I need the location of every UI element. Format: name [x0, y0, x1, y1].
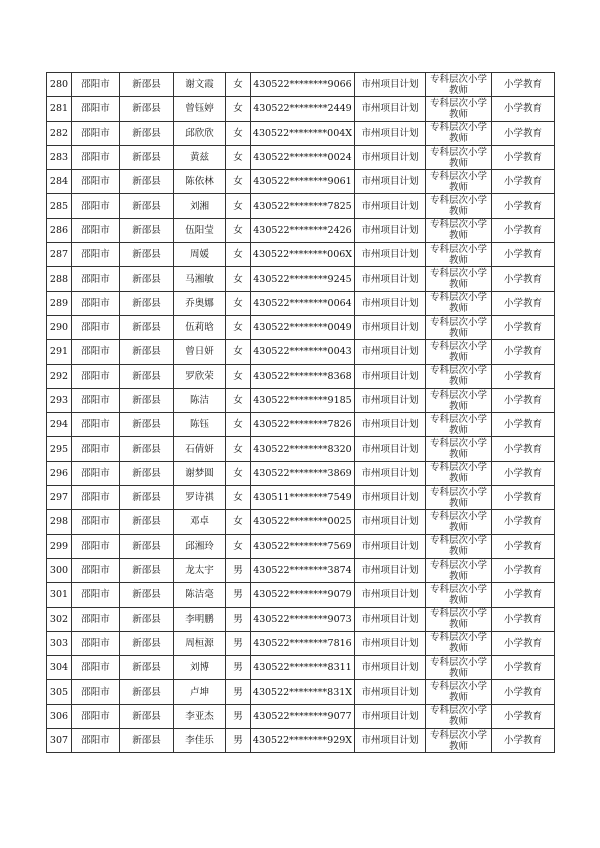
cell-plan: 市州项目计划: [355, 340, 426, 364]
cell-subject: 小学教育: [492, 145, 555, 169]
cell-level: 专科层次小学教师: [426, 558, 492, 582]
cell-subject: 小学教育: [492, 534, 555, 558]
table-row: [47, 97, 555, 121]
cell-id-number: 430522********831X: [251, 680, 355, 704]
cell-id-number: 430522********3869: [251, 461, 355, 485]
cell-level: 专科层次小学教师: [426, 97, 492, 121]
cell-plan: 市州项目计划: [355, 121, 426, 145]
table-row: [47, 680, 555, 704]
cell-id-number: 430522********9245: [251, 267, 355, 291]
cell-plan: 市州项目计划: [355, 388, 426, 412]
cell-id-number: 430522********2426: [251, 218, 355, 242]
cell-subject: 小学教育: [492, 267, 555, 291]
cell-level: 专科层次小学教师: [426, 145, 492, 169]
cell-id-number: 430522********929X: [251, 729, 355, 753]
cell-county: 新邵县: [120, 315, 174, 339]
cell-plan: 市州项目计划: [355, 267, 426, 291]
cell-level: 专科层次小学教师: [426, 194, 492, 218]
cell-serial-number: 289: [47, 291, 72, 315]
cell-serial-number: 281: [47, 97, 72, 121]
cell-subject: 小学教育: [492, 291, 555, 315]
cell-county: 新邵县: [120, 73, 174, 97]
cell-name: 邓卓: [174, 510, 226, 534]
cell-serial-number: 297: [47, 486, 72, 510]
cell-county: 新邵县: [120, 461, 174, 485]
cell-id-number: 430522********2449: [251, 97, 355, 121]
cell-plan: 市州项目计划: [355, 704, 426, 728]
cell-level: 专科层次小学教师: [426, 364, 492, 388]
cell-serial-number: 291: [47, 340, 72, 364]
cell-id-number: 430522********9073: [251, 607, 355, 631]
table-row: [47, 583, 555, 607]
cell-city: 邵阳市: [72, 558, 120, 582]
cell-gender: 女: [226, 73, 251, 97]
cell-level: 专科层次小学教师: [426, 267, 492, 291]
cell-id-number: 430522********9079: [251, 583, 355, 607]
cell-gender: 女: [226, 194, 251, 218]
cell-level: 专科层次小学教师: [426, 631, 492, 655]
cell-gender: 女: [226, 388, 251, 412]
cell-serial-number: 294: [47, 413, 72, 437]
cell-city: 邵阳市: [72, 73, 120, 97]
table-row: [47, 145, 555, 169]
cell-name: 邱欣欣: [174, 121, 226, 145]
cell-serial-number: 298: [47, 510, 72, 534]
cell-serial-number: 306: [47, 704, 72, 728]
cell-plan: 市州项目计划: [355, 583, 426, 607]
cell-level: 专科层次小学教师: [426, 413, 492, 437]
cell-level: 专科层次小学教师: [426, 729, 492, 753]
cell-subject: 小学教育: [492, 121, 555, 145]
cell-id-number: 430522********7826: [251, 413, 355, 437]
cell-subject: 小学教育: [492, 170, 555, 194]
cell-serial-number: 293: [47, 388, 72, 412]
cell-name: 周媛: [174, 243, 226, 267]
table-row: [47, 388, 555, 412]
cell-county: 新邵县: [120, 510, 174, 534]
cell-subject: 小学教育: [492, 486, 555, 510]
cell-name: 谢文霞: [174, 73, 226, 97]
cell-name: 石倩妍: [174, 437, 226, 461]
cell-gender: 女: [226, 97, 251, 121]
cell-city: 邵阳市: [72, 97, 120, 121]
cell-id-number: 430522********006X: [251, 243, 355, 267]
cell-id-number: 430522********0064: [251, 291, 355, 315]
cell-subject: 小学教育: [492, 583, 555, 607]
cell-name: 陈洁: [174, 388, 226, 412]
cell-city: 邵阳市: [72, 218, 120, 242]
cell-city: 邵阳市: [72, 729, 120, 753]
cell-plan: 市州项目计划: [355, 364, 426, 388]
cell-plan: 市州项目计划: [355, 607, 426, 631]
cell-city: 邵阳市: [72, 510, 120, 534]
cell-serial-number: 287: [47, 243, 72, 267]
table-row: [47, 315, 555, 339]
cell-city: 邵阳市: [72, 680, 120, 704]
cell-gender: 女: [226, 413, 251, 437]
cell-id-number: 430522********0024: [251, 145, 355, 169]
cell-serial-number: 284: [47, 170, 72, 194]
cell-serial-number: 307: [47, 729, 72, 753]
cell-city: 邵阳市: [72, 315, 120, 339]
cell-county: 新邵县: [120, 243, 174, 267]
cell-county: 新邵县: [120, 145, 174, 169]
cell-level: 专科层次小学教师: [426, 73, 492, 97]
cell-level: 专科层次小学教师: [426, 704, 492, 728]
table-row: [47, 656, 555, 680]
cell-level: 专科层次小学教师: [426, 315, 492, 339]
cell-city: 邵阳市: [72, 243, 120, 267]
cell-subject: 小学教育: [492, 388, 555, 412]
cell-gender: 女: [226, 437, 251, 461]
cell-name: 龙太宇: [174, 558, 226, 582]
cell-county: 新邵县: [120, 97, 174, 121]
table-row: [47, 121, 555, 145]
cell-id-number: 430522********0025: [251, 510, 355, 534]
cell-name: 伍莉晗: [174, 315, 226, 339]
table-row: [47, 267, 555, 291]
cell-county: 新邵县: [120, 729, 174, 753]
cell-city: 邵阳市: [72, 583, 120, 607]
cell-subject: 小学教育: [492, 558, 555, 582]
cell-gender: 女: [226, 486, 251, 510]
cell-county: 新邵县: [120, 218, 174, 242]
cell-county: 新邵县: [120, 194, 174, 218]
cell-subject: 小学教育: [492, 413, 555, 437]
cell-serial-number: 282: [47, 121, 72, 145]
cell-county: 新邵县: [120, 656, 174, 680]
cell-id-number: 430522********7825: [251, 194, 355, 218]
cell-gender: 女: [226, 510, 251, 534]
cell-gender: 女: [226, 291, 251, 315]
cell-id-number: 430522********9185: [251, 388, 355, 412]
cell-level: 专科层次小学教师: [426, 486, 492, 510]
cell-id-number: 430522********0043: [251, 340, 355, 364]
cell-name: 刘博: [174, 656, 226, 680]
table-row: [47, 243, 555, 267]
cell-gender: 女: [226, 218, 251, 242]
cell-plan: 市州项目计划: [355, 170, 426, 194]
cell-gender: 女: [226, 121, 251, 145]
cell-city: 邵阳市: [72, 704, 120, 728]
cell-level: 专科层次小学教师: [426, 607, 492, 631]
table-row: [47, 170, 555, 194]
cell-plan: 市州项目计划: [355, 729, 426, 753]
cell-level: 专科层次小学教师: [426, 243, 492, 267]
cell-city: 邵阳市: [72, 145, 120, 169]
table-row: [47, 340, 555, 364]
cell-name: 乔奥娜: [174, 291, 226, 315]
cell-name: 李佳乐: [174, 729, 226, 753]
cell-county: 新邵县: [120, 388, 174, 412]
cell-city: 邵阳市: [72, 461, 120, 485]
cell-gender: 男: [226, 583, 251, 607]
cell-id-number: 430522********8368: [251, 364, 355, 388]
cell-county: 新邵县: [120, 680, 174, 704]
cell-gender: 女: [226, 461, 251, 485]
cell-gender: 男: [226, 680, 251, 704]
cell-serial-number: 301: [47, 583, 72, 607]
table-row: [47, 437, 555, 461]
cell-id-number: 430511********7549: [251, 486, 355, 510]
cell-name: 罗诗祺: [174, 486, 226, 510]
cell-county: 新邵县: [120, 704, 174, 728]
cell-name: 周桓源: [174, 631, 226, 655]
cell-level: 专科层次小学教师: [426, 534, 492, 558]
cell-county: 新邵县: [120, 558, 174, 582]
cell-plan: 市州项目计划: [355, 315, 426, 339]
cell-plan: 市州项目计划: [355, 437, 426, 461]
cell-subject: 小学教育: [492, 243, 555, 267]
cell-city: 邵阳市: [72, 607, 120, 631]
cell-city: 邵阳市: [72, 291, 120, 315]
cell-subject: 小学教育: [492, 729, 555, 753]
cell-gender: 男: [226, 729, 251, 753]
cell-id-number: 430522********8311: [251, 656, 355, 680]
cell-name: 李亚杰: [174, 704, 226, 728]
cell-name: 陈依林: [174, 170, 226, 194]
cell-subject: 小学教育: [492, 437, 555, 461]
cell-plan: 市州项目计划: [355, 461, 426, 485]
cell-name: 黄兹: [174, 145, 226, 169]
cell-city: 邵阳市: [72, 486, 120, 510]
cell-serial-number: 285: [47, 194, 72, 218]
cell-level: 专科层次小学教师: [426, 218, 492, 242]
table-row: [47, 461, 555, 485]
cell-gender: 女: [226, 315, 251, 339]
cell-gender: 女: [226, 243, 251, 267]
cell-name: 曾日妍: [174, 340, 226, 364]
cell-gender: 男: [226, 558, 251, 582]
cell-serial-number: 300: [47, 558, 72, 582]
cell-level: 专科层次小学教师: [426, 291, 492, 315]
cell-plan: 市州项目计划: [355, 243, 426, 267]
roster-table: [46, 72, 555, 753]
cell-name: 罗欣荣: [174, 364, 226, 388]
table-row: [47, 704, 555, 728]
table-row: [47, 607, 555, 631]
table-row: [47, 194, 555, 218]
cell-gender: 男: [226, 656, 251, 680]
cell-name: 谢梦圆: [174, 461, 226, 485]
cell-serial-number: 292: [47, 364, 72, 388]
cell-level: 专科层次小学教师: [426, 170, 492, 194]
cell-name: 陈洁毫: [174, 583, 226, 607]
cell-id-number: 430522********9066: [251, 73, 355, 97]
cell-city: 邵阳市: [72, 631, 120, 655]
cell-level: 专科层次小学教师: [426, 461, 492, 485]
cell-county: 新邵县: [120, 170, 174, 194]
cell-id-number: 430522********9061: [251, 170, 355, 194]
cell-gender: 女: [226, 340, 251, 364]
cell-gender: 女: [226, 145, 251, 169]
cell-city: 邵阳市: [72, 121, 120, 145]
cell-city: 邵阳市: [72, 388, 120, 412]
cell-name: 马湘敏: [174, 267, 226, 291]
cell-subject: 小学教育: [492, 218, 555, 242]
cell-serial-number: 303: [47, 631, 72, 655]
cell-gender: 女: [226, 267, 251, 291]
cell-serial-number: 286: [47, 218, 72, 242]
cell-serial-number: 299: [47, 534, 72, 558]
cell-county: 新邵县: [120, 121, 174, 145]
cell-level: 专科层次小学教师: [426, 340, 492, 364]
table-row: [47, 413, 555, 437]
cell-city: 邵阳市: [72, 437, 120, 461]
cell-id-number: 430522********3874: [251, 558, 355, 582]
cell-name: 邱湘玲: [174, 534, 226, 558]
cell-subject: 小学教育: [492, 607, 555, 631]
cell-name: 刘湘: [174, 194, 226, 218]
cell-plan: 市州项目计划: [355, 413, 426, 437]
cell-name: 伍阳莹: [174, 218, 226, 242]
cell-gender: 男: [226, 704, 251, 728]
cell-plan: 市州项目计划: [355, 534, 426, 558]
cell-city: 邵阳市: [72, 413, 120, 437]
table-row: [47, 534, 555, 558]
cell-subject: 小学教育: [492, 364, 555, 388]
cell-county: 新邵县: [120, 631, 174, 655]
cell-level: 专科层次小学教师: [426, 388, 492, 412]
cell-serial-number: 305: [47, 680, 72, 704]
cell-serial-number: 295: [47, 437, 72, 461]
cell-gender: 女: [226, 170, 251, 194]
cell-county: 新邵县: [120, 437, 174, 461]
cell-county: 新邵县: [120, 267, 174, 291]
cell-level: 专科层次小学教师: [426, 656, 492, 680]
cell-name: 卢坤: [174, 680, 226, 704]
table-row: [47, 558, 555, 582]
roster-body: [47, 73, 555, 753]
cell-plan: 市州项目计划: [355, 510, 426, 534]
cell-name: 李明鹏: [174, 607, 226, 631]
table-row: [47, 510, 555, 534]
cell-subject: 小学教育: [492, 194, 555, 218]
cell-county: 新邵县: [120, 291, 174, 315]
cell-subject: 小学教育: [492, 656, 555, 680]
cell-level: 专科层次小学教师: [426, 121, 492, 145]
cell-city: 邵阳市: [72, 534, 120, 558]
cell-county: 新邵县: [120, 607, 174, 631]
cell-plan: 市州项目计划: [355, 291, 426, 315]
cell-plan: 市州项目计划: [355, 145, 426, 169]
cell-serial-number: 296: [47, 461, 72, 485]
cell-subject: 小学教育: [492, 340, 555, 364]
cell-subject: 小学教育: [492, 73, 555, 97]
cell-serial-number: 302: [47, 607, 72, 631]
cell-serial-number: 280: [47, 73, 72, 97]
cell-county: 新邵县: [120, 413, 174, 437]
cell-gender: 男: [226, 607, 251, 631]
cell-name: 曾钰婷: [174, 97, 226, 121]
table-row: [47, 486, 555, 510]
table-row: [47, 364, 555, 388]
cell-serial-number: 290: [47, 315, 72, 339]
cell-county: 新邵县: [120, 340, 174, 364]
cell-subject: 小学教育: [492, 704, 555, 728]
cell-gender: 女: [226, 364, 251, 388]
cell-subject: 小学教育: [492, 315, 555, 339]
cell-id-number: 430522********004X: [251, 121, 355, 145]
table-row: [47, 218, 555, 242]
cell-city: 邵阳市: [72, 656, 120, 680]
cell-name: 陈钰: [174, 413, 226, 437]
cell-plan: 市州项目计划: [355, 631, 426, 655]
cell-subject: 小学教育: [492, 680, 555, 704]
cell-city: 邵阳市: [72, 267, 120, 291]
cell-city: 邵阳市: [72, 194, 120, 218]
cell-level: 专科层次小学教师: [426, 437, 492, 461]
cell-id-number: 430522********0049: [251, 315, 355, 339]
table-row: [47, 73, 555, 97]
cell-city: 邵阳市: [72, 364, 120, 388]
cell-plan: 市州项目计划: [355, 656, 426, 680]
cell-id-number: 430522********7816: [251, 631, 355, 655]
cell-serial-number: 304: [47, 656, 72, 680]
cell-subject: 小学教育: [492, 97, 555, 121]
cell-id-number: 430522********9077: [251, 704, 355, 728]
cell-gender: 男: [226, 631, 251, 655]
cell-serial-number: 288: [47, 267, 72, 291]
cell-county: 新邵县: [120, 364, 174, 388]
cell-plan: 市州项目计划: [355, 194, 426, 218]
table-row: [47, 729, 555, 753]
cell-city: 邵阳市: [72, 170, 120, 194]
cell-level: 专科层次小学教师: [426, 583, 492, 607]
cell-id-number: 430522********7569: [251, 534, 355, 558]
cell-plan: 市州项目计划: [355, 97, 426, 121]
cell-county: 新邵县: [120, 534, 174, 558]
cell-county: 新邵县: [120, 583, 174, 607]
cell-level: 专科层次小学教师: [426, 680, 492, 704]
cell-plan: 市州项目计划: [355, 218, 426, 242]
cell-serial-number: 283: [47, 145, 72, 169]
cell-id-number: 430522********8320: [251, 437, 355, 461]
cell-plan: 市州项目计划: [355, 558, 426, 582]
cell-subject: 小学教育: [492, 510, 555, 534]
table-row: [47, 291, 555, 315]
cell-plan: 市州项目计划: [355, 73, 426, 97]
cell-level: 专科层次小学教师: [426, 510, 492, 534]
cell-plan: 市州项目计划: [355, 486, 426, 510]
cell-plan: 市州项目计划: [355, 680, 426, 704]
cell-gender: 女: [226, 534, 251, 558]
cell-county: 新邵县: [120, 486, 174, 510]
table-row: [47, 631, 555, 655]
cell-city: 邵阳市: [72, 340, 120, 364]
cell-subject: 小学教育: [492, 461, 555, 485]
cell-subject: 小学教育: [492, 631, 555, 655]
